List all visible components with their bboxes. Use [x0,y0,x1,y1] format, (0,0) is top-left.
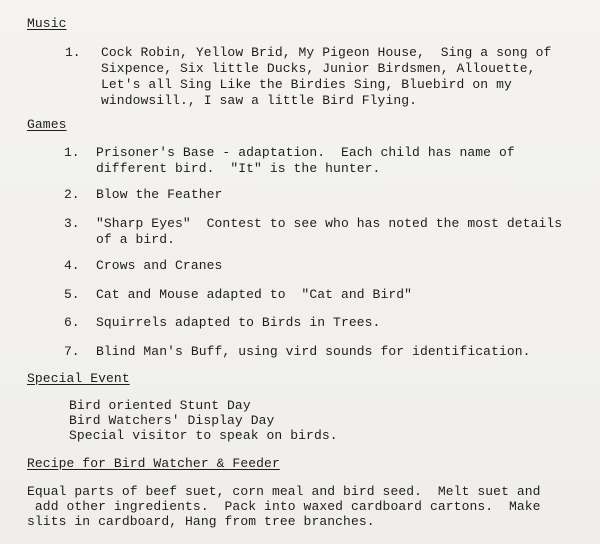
special-event-line-1: Bird oriented Stunt Day [69,398,251,413]
recipe-heading: Recipe for Bird Watcher & Feeder [27,456,280,471]
music-item-1-line-1: Cock Robin, Yellow Brid, My Pigeon House, Sing a song of [101,45,552,60]
games-item-5-number: 5. [64,287,80,302]
games-item-1-number: 1. [64,145,80,160]
games-item-1-line-2: different bird. "It" is the hunter. [96,161,381,176]
games-item-4-number: 4. [64,258,80,273]
recipe-line-3: slits in cardboard, Hang from tree branches. [27,514,375,529]
recipe-line-2: add other ingredients. Pack into waxed cardboard cartons. Make [27,499,541,514]
games-item-6-number: 6. [64,315,80,330]
games-item-2-line-1: Blow the Feather [96,187,223,202]
games-item-1-line-1: Prisoner's Base - adaptation. Each child has name of [96,145,515,160]
games-item-7-line-1: Blind Man's Buff, using vird sounds for identification. [96,344,531,359]
music-item-1-line-3: Let's all Sing Like the Birdies Sing, Bluebird on my [101,77,512,92]
games-item-3-number: 3. [64,216,80,231]
music-item-1-line-4: windowsill., I saw a little Bird Flying. [101,93,418,108]
music-item-1-number: 1. [65,45,81,60]
special-event-line-3: Special visitor to speak on birds. [69,428,338,443]
music-item-1-line-2: Sixpence, Six little Ducks, Junior Birdsmen, Allouette, [101,61,536,76]
special-event-heading: Special Event [27,371,130,386]
games-item-7-number: 7. [64,344,80,359]
games-item-3-line-1: "Sharp Eyes" Contest to see who has noted the most details [96,216,563,231]
music-heading: Music [27,16,67,31]
games-heading: Games [27,117,67,132]
games-item-4-line-1: Crows and Cranes [96,258,223,273]
special-event-line-2: Bird Watchers' Display Day [69,413,275,428]
recipe-line-1: Equal parts of beef suet, corn meal and bird seed. Melt suet and [27,484,541,499]
games-item-3-line-2: of a bird. [96,232,176,247]
games-item-2-number: 2. [64,187,80,202]
games-item-5-line-1: Cat and Mouse adapted to "Cat and Bird" [96,287,413,302]
games-item-6-line-1: Squirrels adapted to Birds in Trees. [96,315,381,330]
